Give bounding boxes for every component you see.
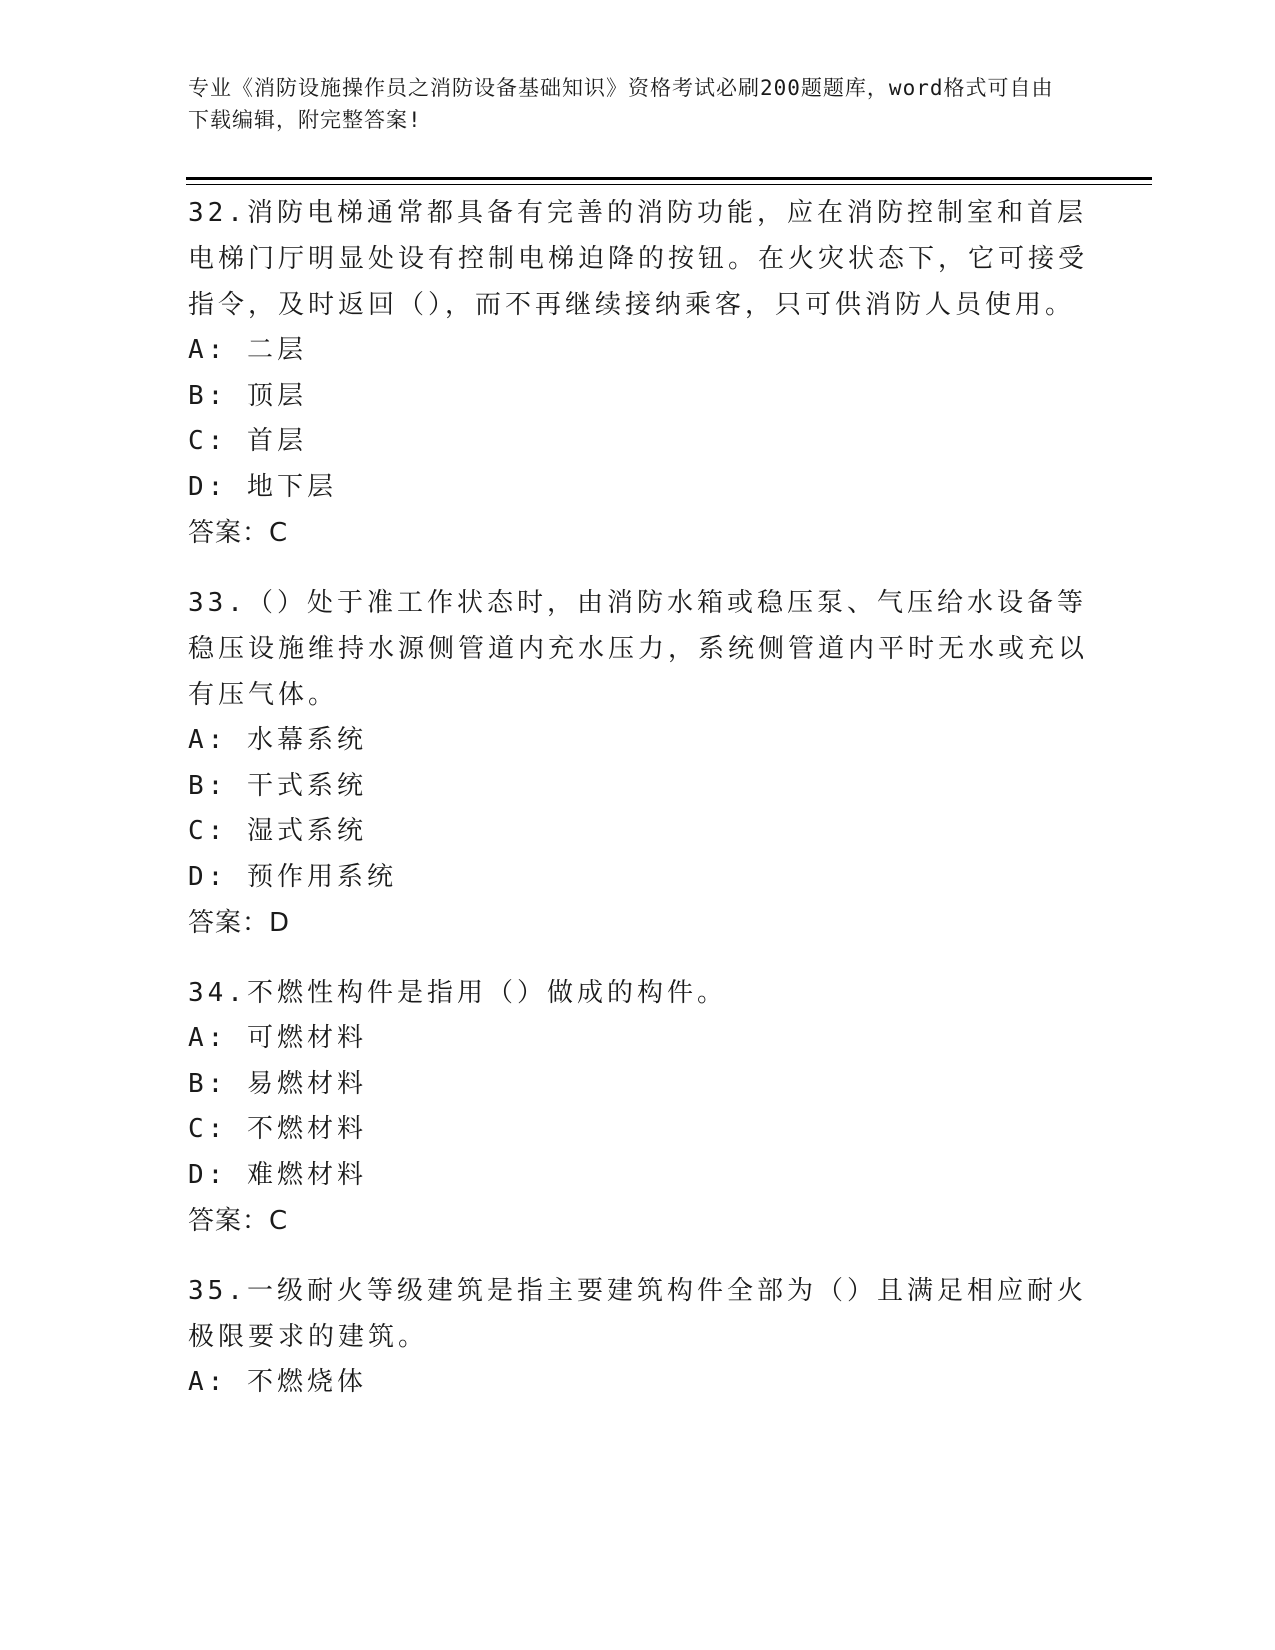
option-b: B: 干式系统 [188,770,367,801]
option-d: D: 地下层 [188,471,337,502]
answer-line: 答案：D [188,908,291,938]
question-list [188,190,1088,1430]
option-c: C: 湿式系统 [188,816,367,846]
option-a: A: 水幕系统 [188,725,367,755]
question-stem: 34.不燃性构件是指用（）做成的构件。 [188,978,727,1008]
option-c: C: 首层 [188,426,307,456]
option-b: B: 顶层 [188,380,307,411]
option-a: A: 可燃材料 [188,1023,367,1053]
answer-line: 答案：C [188,1206,289,1236]
header-rule-thick [186,177,1152,180]
option-d: D: 难燃材料 [188,1159,367,1190]
question-stem: 35.一级耐火等级建筑是指主要建筑构件全部为（）且满足相应耐火极限要求的建筑。 [188,1276,1087,1352]
option-a: A: 不燃烧体 [188,1367,367,1397]
question-34 [188,970,1088,1244]
question-33 [188,580,1088,946]
answer-line: 答案：C [188,518,289,548]
option-c: C: 不燃材料 [188,1114,367,1144]
question-stem: 32.消防电梯通常都具备有完善的消防功能，应在消防控制室和首层电梯门厅明显处设有控制电梯迫降的按钮。在火灾状态下，它可接受指令，及时返回（），而不再继续接纳乘客，只可供消防人员使用。 [188,198,1089,320]
option-b: B: 易燃材料 [188,1068,367,1099]
document-header: 专业《消防设施操作员之消防设备基础知识》资格考试必刷200题题库，word格式可自由下载编辑，附完整答案! [188,76,1054,132]
question-35 [188,1268,1088,1406]
option-a: A: 二层 [188,335,307,365]
header-rule-thin [186,184,1152,185]
question-stem: 33.（）处于准工作状态时，由消防水箱或稳压泵、气压给水设备等稳压设施维持水源侧管道内充水压力，系统侧管道内平时无水或充以有压气体。 [188,588,1089,710]
option-d: D: 预作用系统 [188,861,397,892]
question-32 [188,190,1088,556]
